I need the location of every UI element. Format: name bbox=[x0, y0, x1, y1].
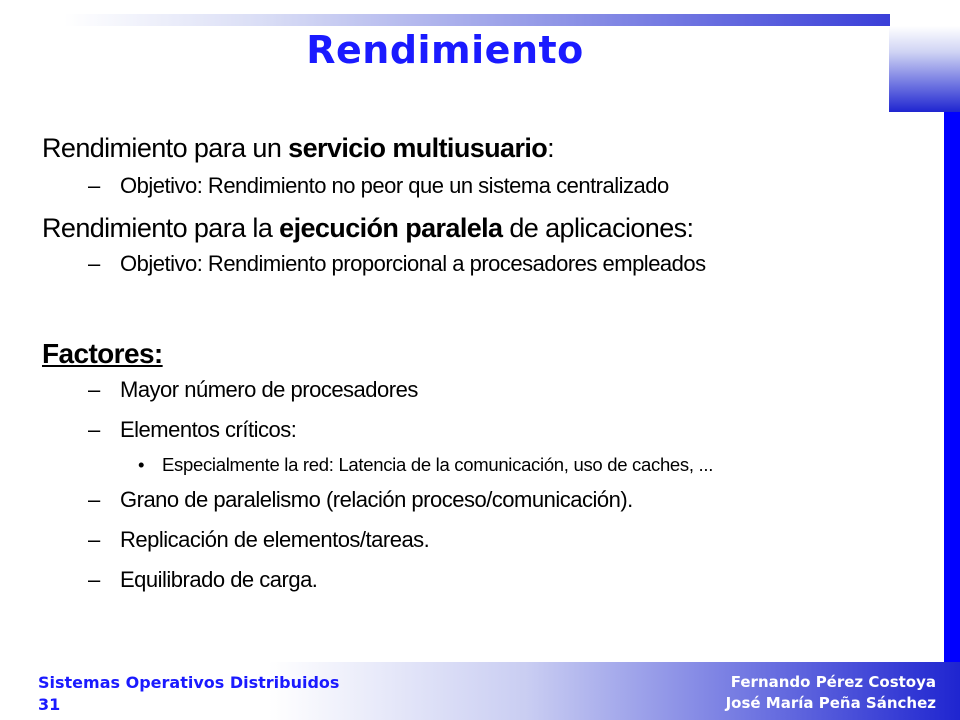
dash-marker: – bbox=[88, 417, 100, 442]
bullet-dot: • bbox=[138, 454, 145, 475]
author-1: Fernando Pérez Costoya bbox=[730, 673, 936, 691]
bullet-text: Rendimiento para un bbox=[42, 133, 289, 163]
slide-title: Rendimiento bbox=[306, 28, 584, 72]
author-2: José María Peña Sánchez bbox=[725, 694, 936, 712]
factor-granularity bbox=[42, 486, 922, 526]
factor-network-detail bbox=[42, 452, 922, 486]
bullet-text: : bbox=[547, 133, 555, 163]
slide-body bbox=[42, 132, 922, 606]
dash-marker: – bbox=[88, 377, 100, 402]
sub-bullet-text: Objetivo: Rendimiento no peor que un sistema centralizado bbox=[120, 173, 669, 198]
dash-marker: – bbox=[88, 173, 100, 198]
top-gradient-bar bbox=[64, 14, 890, 26]
dash-marker: – bbox=[88, 487, 100, 512]
bullet-emphasis: ejecución paralela bbox=[279, 213, 503, 243]
footer-authors bbox=[726, 672, 936, 714]
factor-text: Grano de paralelismo (relación proceso/comunicación). bbox=[120, 487, 633, 512]
factor-replication bbox=[42, 526, 922, 566]
footer-course bbox=[38, 672, 339, 716]
corner-gradient-block bbox=[889, 26, 960, 112]
bullet-text: de aplicaciones: bbox=[502, 213, 694, 243]
factores-heading-row bbox=[42, 338, 922, 376]
factor-critical-elements bbox=[42, 416, 922, 452]
bullet-parallel bbox=[42, 212, 922, 250]
dash-marker: – bbox=[88, 527, 100, 552]
factor-processors bbox=[42, 376, 922, 416]
factores-heading: Factores: bbox=[42, 338, 163, 369]
bullet-multiuser bbox=[42, 132, 922, 172]
dash-marker: – bbox=[88, 567, 100, 592]
sub-bullet-objective-1 bbox=[42, 172, 922, 212]
page-number: 31 bbox=[38, 695, 61, 714]
right-vertical-bar bbox=[944, 112, 960, 662]
factor-text: Elementos críticos: bbox=[120, 417, 297, 442]
dash-marker: – bbox=[88, 251, 100, 276]
sub-bullet-text: Objetivo: Rendimiento proporcional a procesadores empleados bbox=[120, 251, 706, 276]
detail-text: Especialmente la red: Latencia de la comunicación, uso de caches, ... bbox=[162, 454, 714, 475]
bullet-emphasis: servicio multiusuario bbox=[288, 133, 548, 163]
bullet-text: Rendimiento para la bbox=[42, 213, 280, 243]
factor-text: Mayor número de procesadores bbox=[120, 377, 418, 402]
course-name: Sistemas Operativos Distribuidos bbox=[38, 673, 340, 692]
factor-load-balancing bbox=[42, 566, 922, 606]
sub-bullet-objective-2 bbox=[42, 250, 922, 338]
factor-text: Replicación de elementos/tareas. bbox=[120, 527, 430, 552]
factor-text: Equilibrado de carga. bbox=[120, 567, 318, 592]
